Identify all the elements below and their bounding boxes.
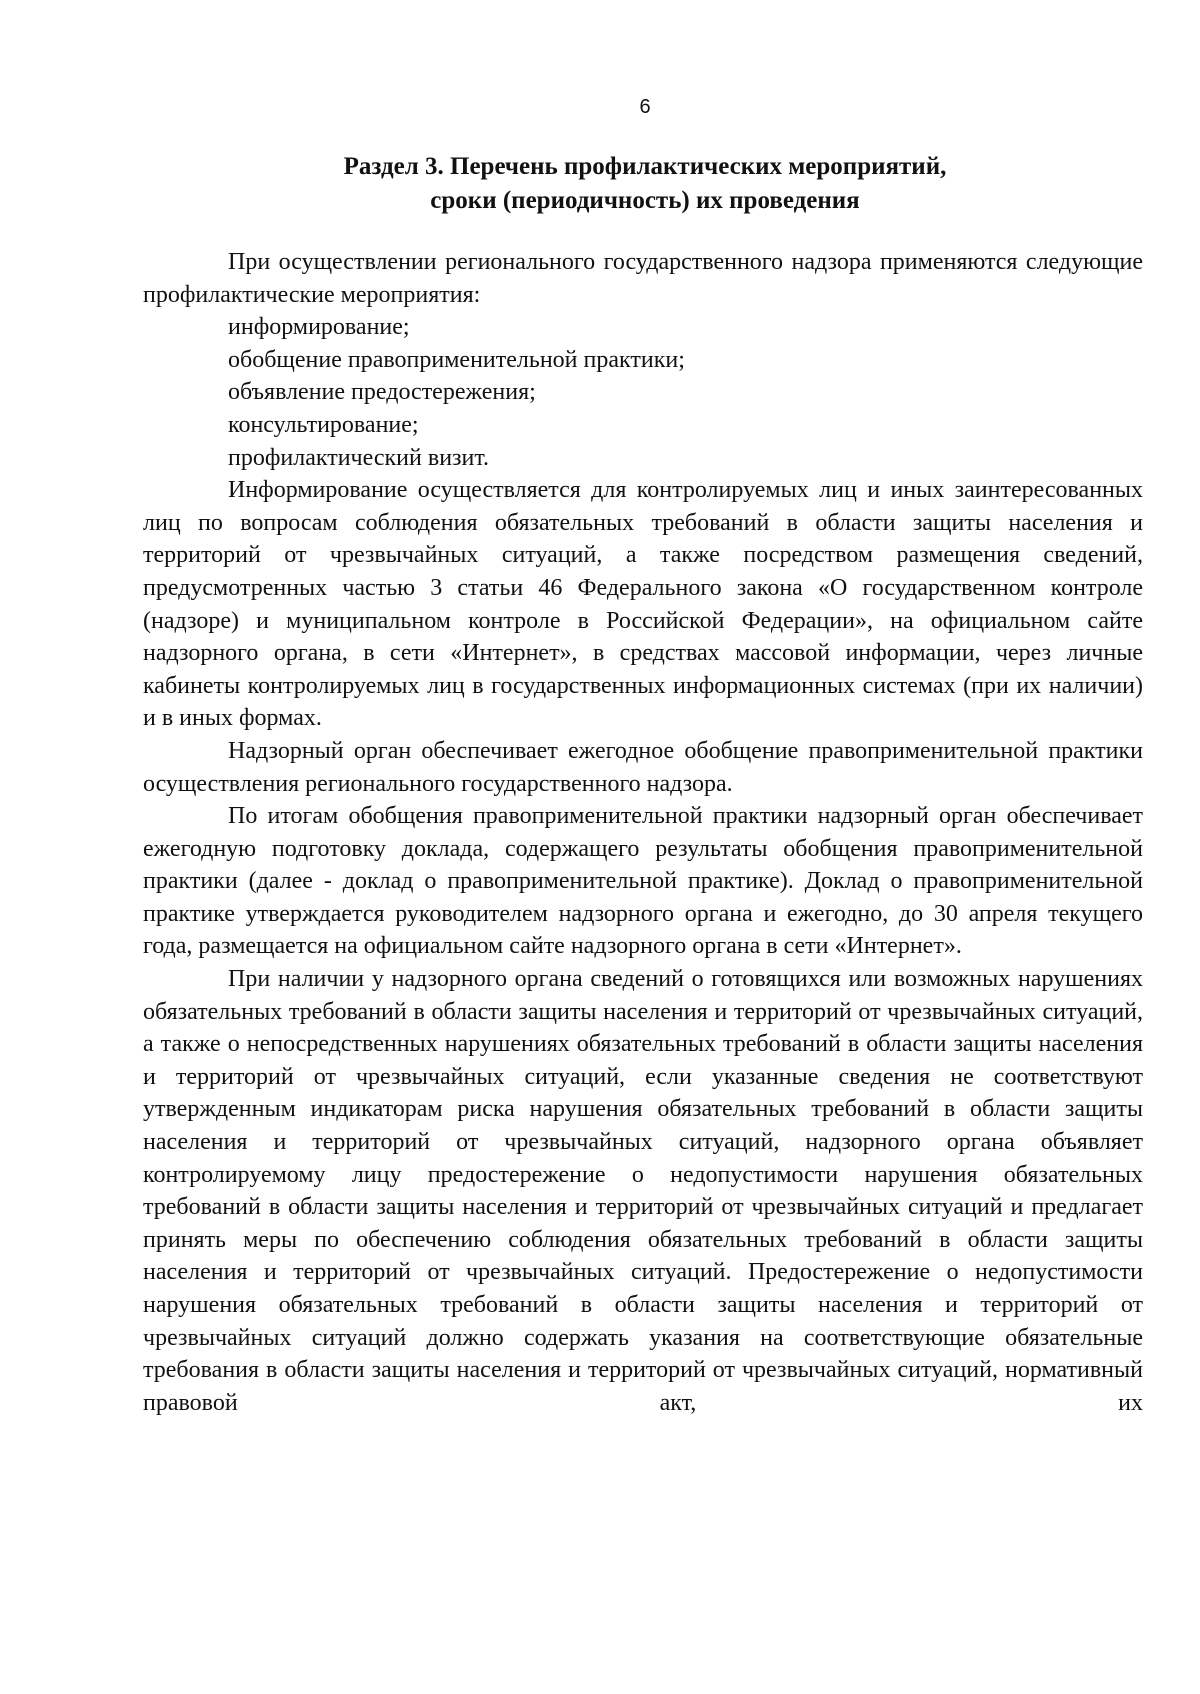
page-number: 6 — [639, 96, 651, 118]
measure-item-visit: профилактический визит. — [228, 444, 490, 471]
intro-paragraph: При осуществлении регионального государственного надзора применяются следующие профилактические мероприятия: — [143, 249, 1143, 308]
paragraph-warning: При наличии у надзорного органа сведений о готовящихся или возможных нарушениях обязательных требований в области защиты населения и территорий от чрезвычайных ситуаций, а также о непосредственных нарушениях обязательных требований в области защиты населения и территорий от чрезвычайных ситуаций, если указанные сведения не соответствуют утвержденным индикаторам риска нарушения обязательных требований в области защиты населения и территорий от чрезвычайных ситуаций, надзорного органа объявляет контролируемому лицу предостережение о недопустимости нарушения обязательных требований в области защиты населения и территорий от чрезвычайных ситуаций и предлагает принять меры по обеспечению соблюдения обязательных требований в области защиты населения и территорий от чрезвычайных ситуаций. Предостережение о недопустимости нарушения обязательных требований в области защиты населения и территорий от чрезвычайных ситуаций должно содержать указания на соответствующие обязательные требования в области защиты населения и территорий от чрезвычайных ситуаций, нормативный правовой акт, их — [143, 966, 1143, 1416]
document-body — [143, 246, 1143, 1419]
paragraph-generalization: Надзорный орган обеспечивает ежегодное обобщение правоприменительной практики осуществления регионального государственного надзора. — [143, 737, 1143, 797]
paragraph-report: По итогам обобщения правоприменительной практики надзорный орган обеспечивает ежегодную подготовку доклада, содержащего результаты обобщения правоприменительной практики (далее - доклад о правоприменительной практике). Доклад о правоприменительной практике утверждается руководителем надзорного органа и ежегодно, до 30 апреля текущего года, размещается на официальном сайте надзорного органа в сети «Интернет». — [143, 803, 1143, 960]
measure-item-generalization: обобщение правоприменительной практики; — [228, 346, 685, 373]
section-title-line-1: Раздел 3. Перечень профилактических мероприятий, — [343, 153, 947, 180]
measure-item-warning: объявление предостережения; — [228, 379, 536, 406]
measure-item-consulting: консультирование; — [228, 411, 419, 438]
paragraph-informing: Информирование осуществляется для контролируемых лиц и иных заинтересованных лиц по вопросам соблюдения обязательных требований в области защиты населения и территорий от чрезвычайных ситуаций, а также посредством размещения сведений, предусмотренных частью 3 статьи 46 Федерального закона «О государственном контроле (надзоре) и муниципальном контроле в Российской Федерации», на официальном сайте надзорного органа, в сети «Интернет», в средствах массовой информации, через личные кабинеты контролируемых лиц в государственных информационных системах (при их наличии) и в иных формах. — [143, 477, 1143, 732]
section-title-line-2: сроки (периодичность) их проведения — [430, 187, 860, 214]
measure-item-informing: информирование; — [228, 314, 410, 341]
section-title — [270, 150, 1020, 218]
